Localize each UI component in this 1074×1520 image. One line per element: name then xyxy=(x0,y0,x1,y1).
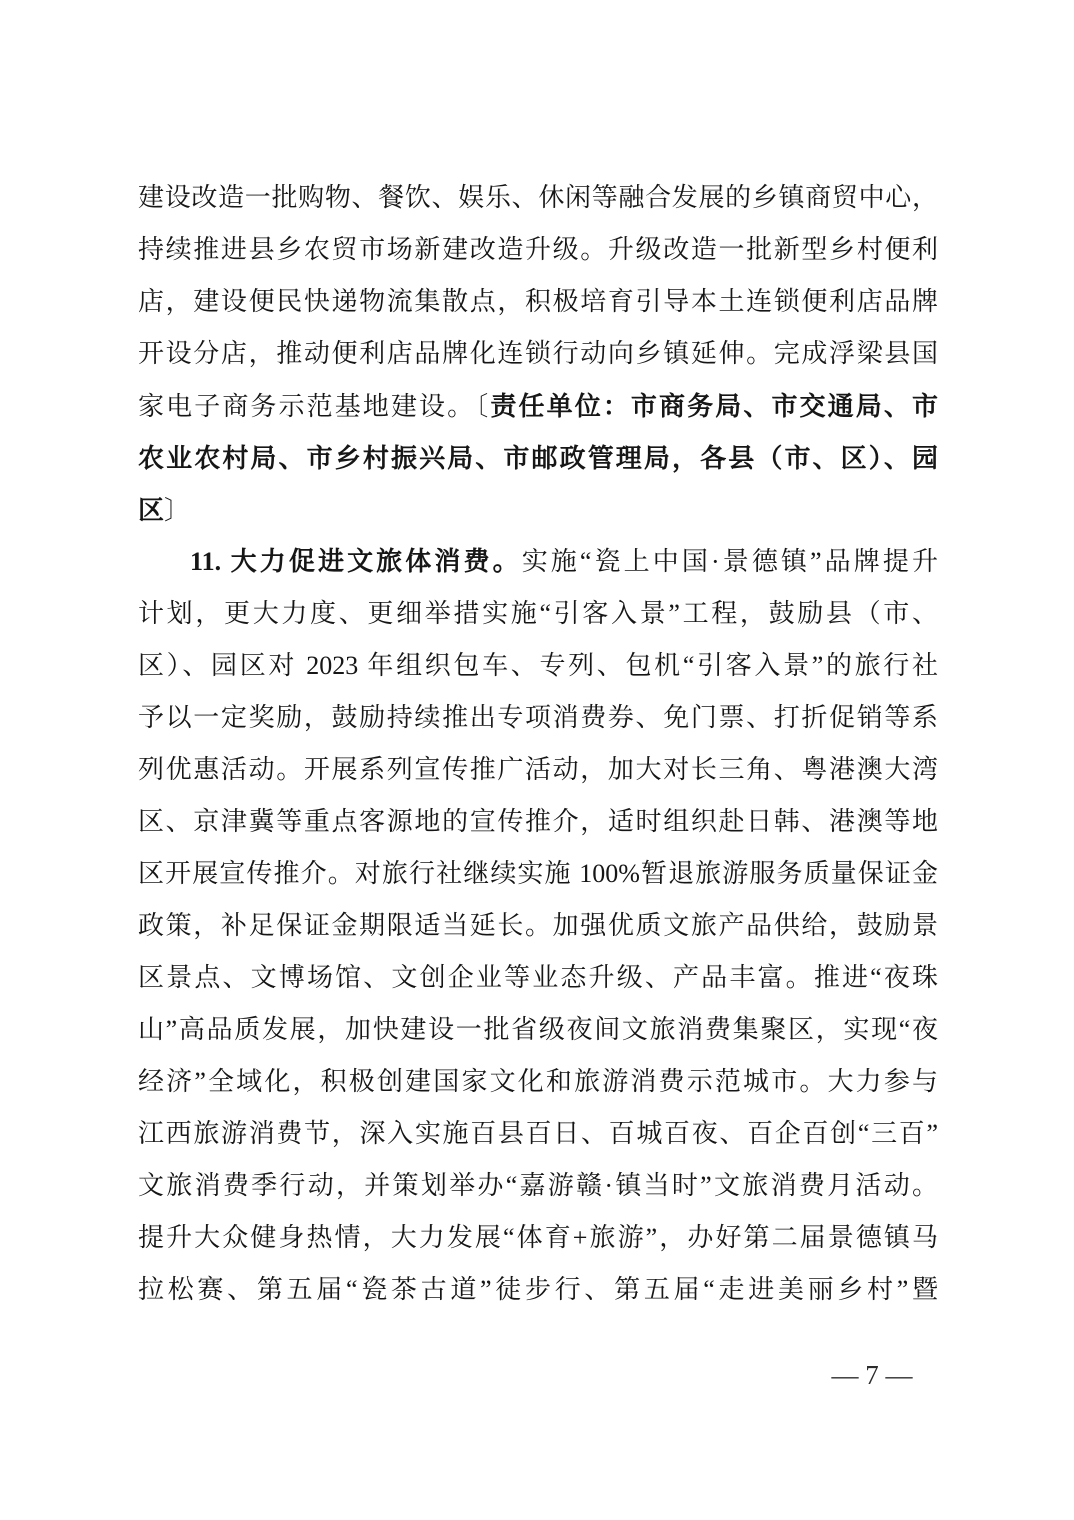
text-segment-body: 拉松赛、第五届“瓷茶古道”徒步行、第五届“走进美丽乡村”暨 xyxy=(138,1275,938,1304)
text-segment-body: 区、京津冀等重点客源地的宣传推介，适时组织赴日韩、港澳等地 xyxy=(138,807,938,836)
text-line xyxy=(138,588,938,640)
paragraph-10-continuation xyxy=(138,172,938,536)
text-segment-body: 店，建设便民快递物流集散点，积极培育引导本土连锁便利店品牌 xyxy=(138,287,938,316)
text-segment-body: 江西旅游消费节，深入实施百县百日、百城百夜、百企百创“三百” xyxy=(138,1119,938,1148)
text-line xyxy=(138,172,938,224)
text-line xyxy=(138,744,938,796)
text-line xyxy=(138,536,938,588)
text-line xyxy=(138,1160,938,1212)
text-line xyxy=(138,484,938,536)
text-segment-body: 建设改造一批购物、餐饮、娱乐、休闲等融合发展的乡镇商贸中心， xyxy=(138,183,938,212)
text-line xyxy=(138,380,938,432)
text-line xyxy=(138,432,938,484)
text-segment-unit: 区 xyxy=(138,495,165,525)
text-segment-body: 计划，更大力度、更细举措实施“引客入景”工程，鼓励县（市、 xyxy=(138,599,938,628)
paragraph-11 xyxy=(138,536,938,1316)
text-segment-unit: 农业农村局、市乡村振兴局、市邮政管理局，各县（市、区）、园 xyxy=(138,443,938,473)
document-body xyxy=(138,172,938,1316)
text-segment-lead: 11. 大力促进文旅体消费。 xyxy=(190,547,522,576)
text-line xyxy=(138,224,938,276)
text-segment-body: 持续推进县乡农贸市场新建改造升级。升级改造一批新型乡村便利 xyxy=(138,235,938,264)
text-segment-body: 区景点、文博场馆、文创企业等业态升级、产品丰富。推进“夜珠 xyxy=(138,963,938,992)
text-line xyxy=(138,328,938,380)
text-line xyxy=(138,900,938,952)
text-segment-body: 区开展宣传推介。对旅行社继续实施 100%暂退旅游服务质量保证金 xyxy=(138,859,938,888)
text-line xyxy=(138,796,938,848)
page-number: — 7 — xyxy=(831,1360,913,1390)
text-line xyxy=(138,692,938,744)
text-line xyxy=(138,952,938,1004)
text-segment-body: 文旅消费季行动，并策划举办“嘉游赣·镇当时”文旅消费月活动。 xyxy=(138,1171,938,1200)
text-segment-body: 列优惠活动。开展系列宣传推广活动，加大对长三角、粤港澳大湾 xyxy=(138,755,938,784)
text-segment-body: 山”高品质发展，加快建设一批省级夜间文旅消费集聚区，实现“夜 xyxy=(138,1015,938,1044)
text-line xyxy=(138,1056,938,1108)
text-segment-body: 〕 xyxy=(164,496,191,525)
text-segment-body: 政策，补足保证金期限适当延长。加强优质文旅产品供给，鼓励景 xyxy=(138,911,938,940)
text-line xyxy=(138,848,938,900)
text-segment-body: 予以一定奖励，鼓励持续推出专项消费券、免门票、打折促销等系 xyxy=(138,703,938,732)
text-line xyxy=(138,1264,938,1316)
text-segment-body: 经济”全域化，积极创建国家文化和旅游消费示范城市。大力参与 xyxy=(138,1067,938,1096)
text-segment-body: 实施“瓷上中国·景德镇”品牌提升 xyxy=(521,547,938,576)
text-segment-body: 家电子商务示范基地建设。〔 xyxy=(138,392,491,421)
page-footer xyxy=(772,1349,972,1401)
text-line xyxy=(138,1108,938,1160)
text-line xyxy=(138,640,938,692)
text-segment-body: 开设分店，推动便利店品牌化连锁行动向乡镇延伸。完成浮梁县国 xyxy=(138,339,938,368)
text-segment-unit: 责任单位：市商务局、市交通局、市 xyxy=(490,391,938,421)
text-line xyxy=(138,1004,938,1056)
text-line xyxy=(138,276,938,328)
text-segment-body: 提升大众健身热情，大力发展“体育+旅游”，办好第二届景德镇马 xyxy=(138,1223,938,1252)
text-segment-body: 区）、园区对 2023 年组织包车、专列、包机“引客入景”的旅行社 xyxy=(138,651,938,680)
text-line xyxy=(138,1212,938,1264)
